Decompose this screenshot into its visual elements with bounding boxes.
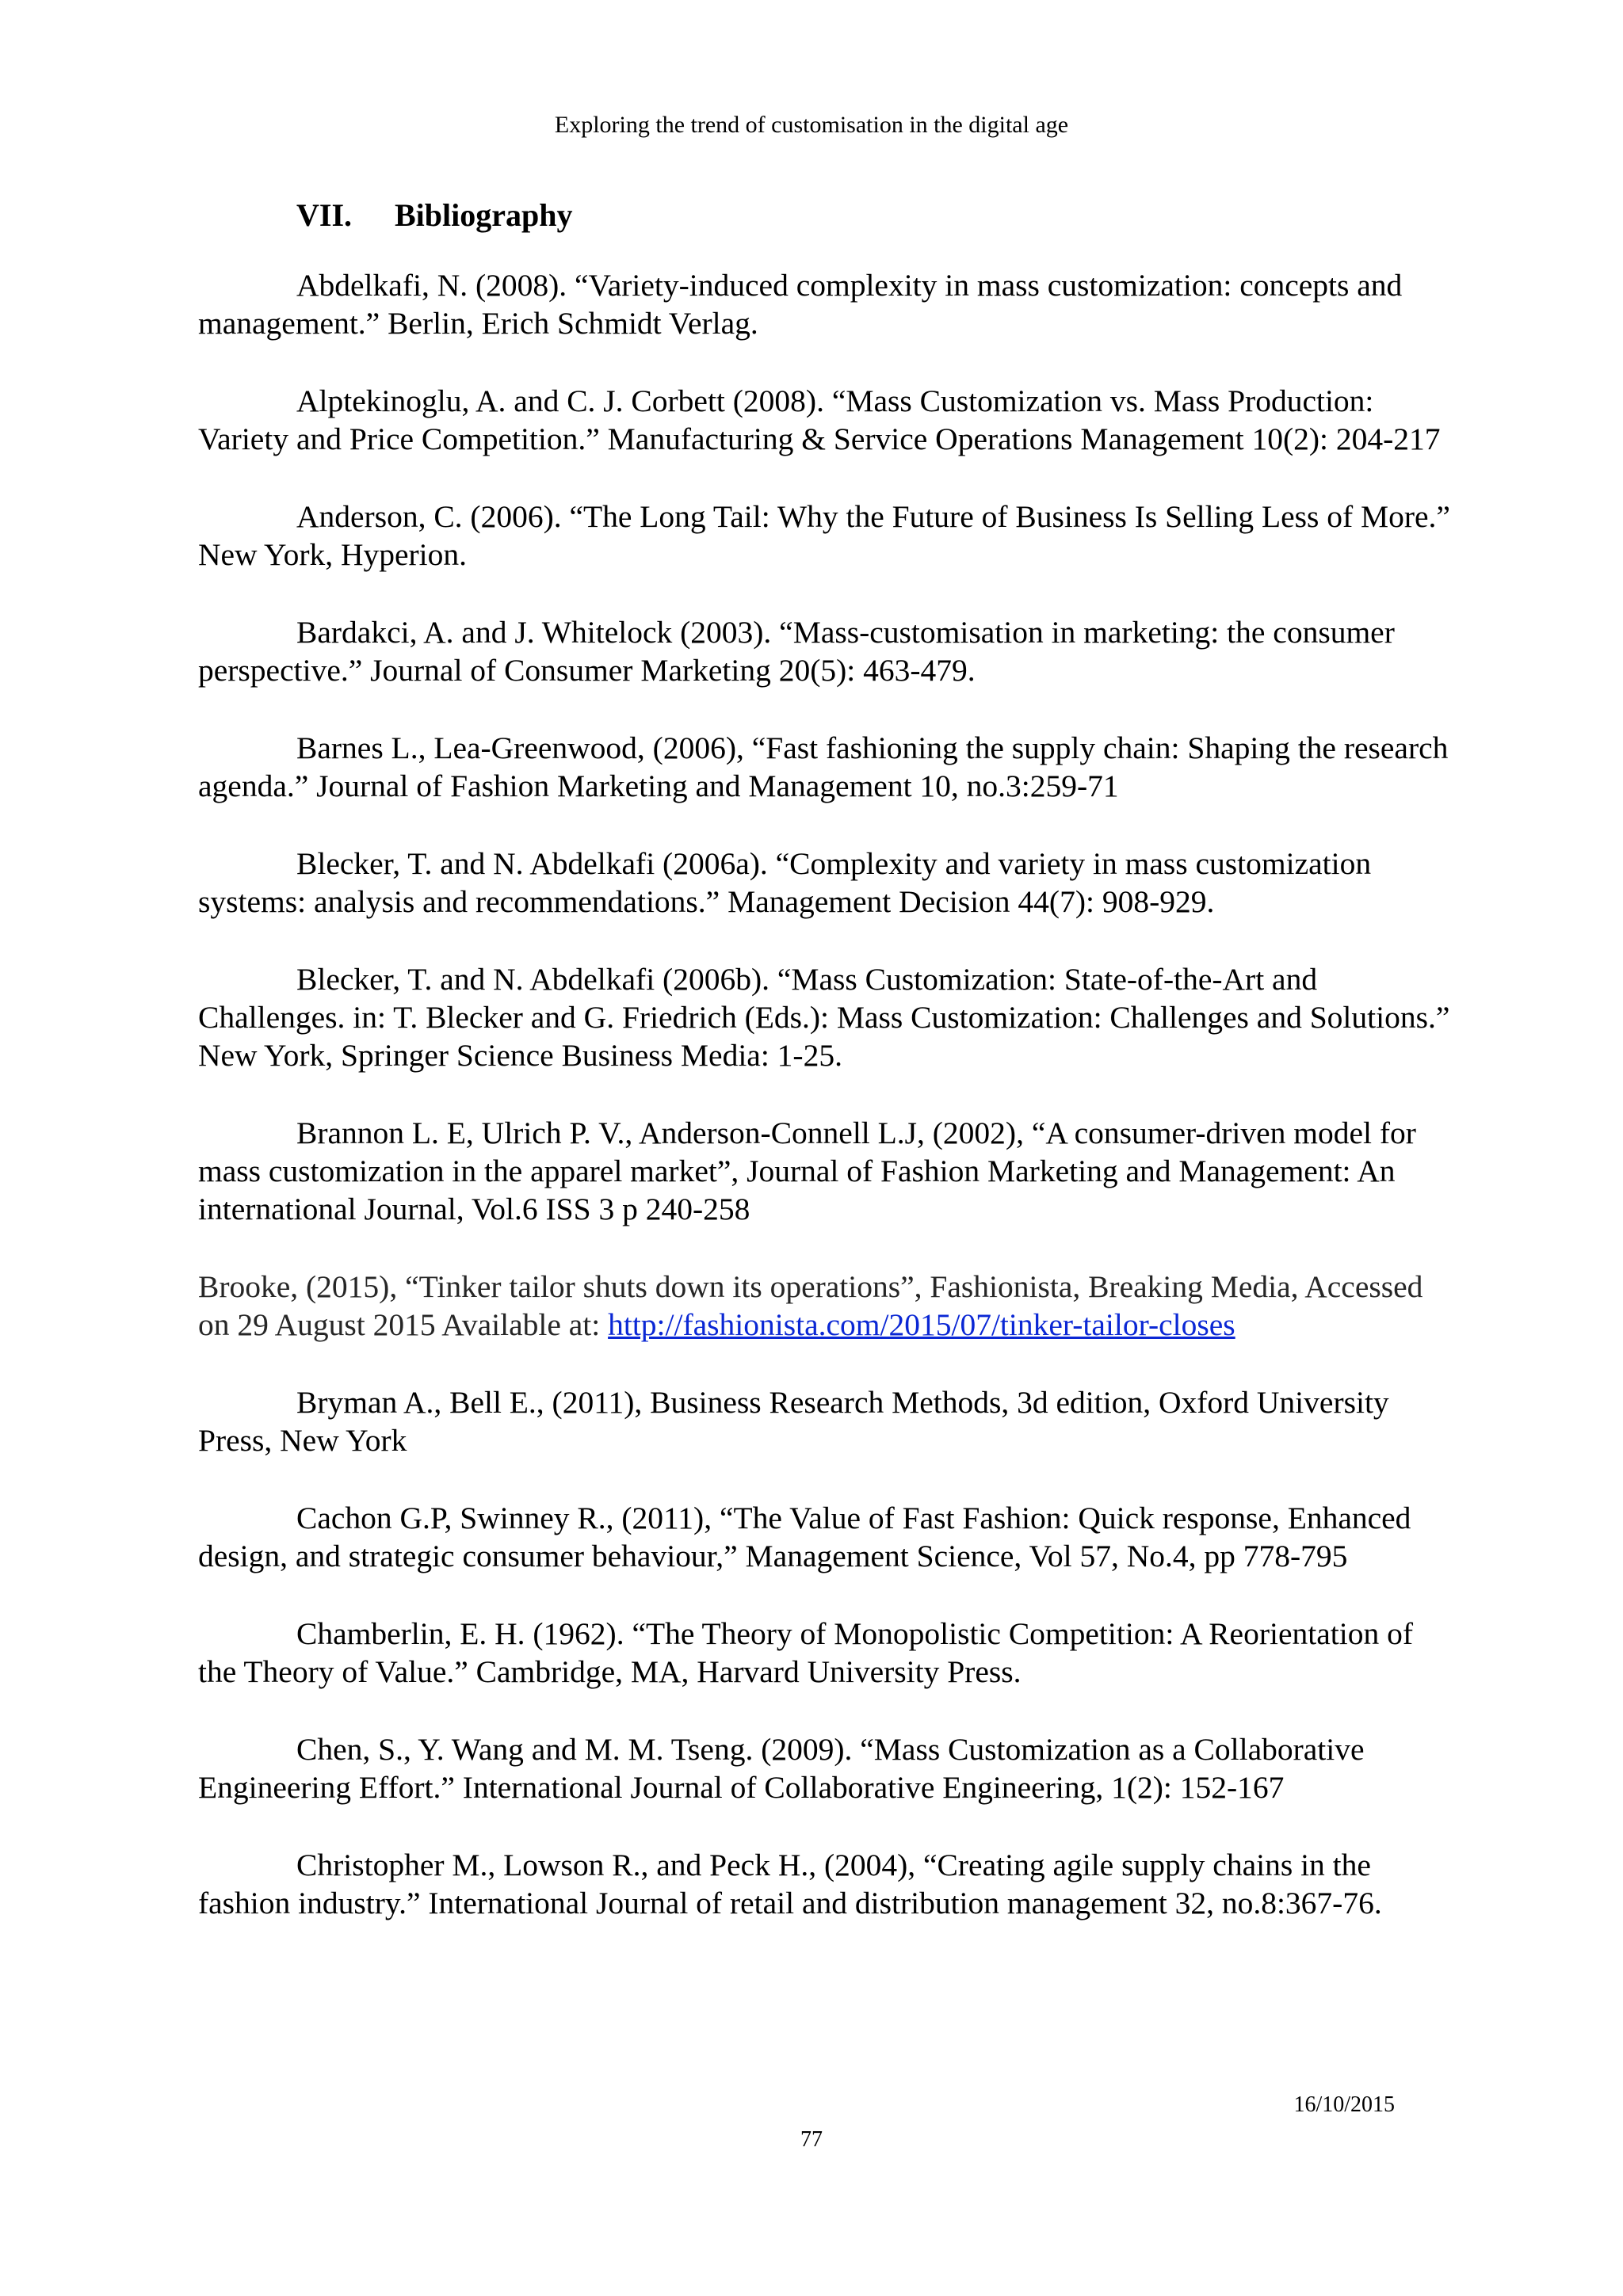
bibliography-entry: Alptekinoglu, A. and C. J. Corbett (2008). “Mass Customization vs. Mass Production: Variety and Price Competition.” Manufacturing & Service Operations Management 10(2): 204-217 (198, 383, 1441, 456)
bibliography-entry: Cachon G.P, Swinney R., (2011), “The Value of Fast Fashion: Quick response, Enhanced design, and strategic consumer behaviour,” Management Science, Vol 57, No.4, pp 778-795 (198, 1501, 1411, 1573)
bibliography-entry: Bardakci, A. and J. Whitelock (2003). “Mass-customisation in marketing: the consumer perspective.” Journal of Consumer Marketing 20(5): 463-479. (198, 615, 1395, 688)
section-heading (296, 196, 573, 235)
bibliography-entry-text: Brooke, (2015), “Tinker tailor shuts down its operations”, Fashionista, Breaking Media, Accessed on 29 August 2015 Available at: (198, 1269, 1423, 1342)
bibliography-entry: Blecker, T. and N. Abdelkafi (2006a). “Complexity and variety in mass customization systems: analysis and recommendations.” Management Decision 44(7): 908-929. (198, 846, 1372, 919)
bibliography-entry: Blecker, T. and N. Abdelkafi (2006b). “Mass Customization: State-of-the-Art and Challenges. in: T. Blecker and G. Friedrich (Eds.): Mass Customization: Challenges and Solutions.” New York, Springer Science Business Media: 1-25. (198, 962, 1450, 1073)
bibliography-entry: Barnes L., Lea-Greenwood, (2006), “Fast fashioning the supply chain: Shaping the research agenda.” Journal of Fashion Marketing and Management 10, no.3:259-71 (198, 730, 1449, 803)
bibliography-entry: Brannon L. E, Ulrich P. V., Anderson-Connell L.J, (2002), “A consumer-driven model for mass customization in the apparel market”, Journal of Fashion Marketing and Management: An international Journal, Vol.6 ISS 3 p 240-258 (198, 1116, 1416, 1226)
running-header: Exploring the trend of customisation in the digital age (554, 112, 1069, 138)
bibliography-entry: Christopher M., Lowson R., and Peck H., (2004), “Creating agile supply chains in the fashion industry.” International Journal of retail and distribution management 32, no.8:367-76. (198, 1848, 1382, 1920)
bibliography-entry-with-link (198, 1268, 1450, 1344)
bibliography-entry: Chamberlin, E. H. (1962). “The Theory of Monopolistic Competition: A Reorientation of the Theory of Value.” Cambridge, MA, Harvard University Press. (198, 1616, 1413, 1689)
section-number: VII. (296, 197, 353, 233)
page-number: 77 (800, 2127, 823, 2152)
section-title: Bibliography (395, 197, 573, 233)
fashionista-link[interactable]: http://fashionista.com/2015/07/tinker-tailor-closes (608, 1307, 1235, 1342)
bibliography-entry: Chen, S., Y. Wang and M. M. Tseng. (2009). “Mass Customization as a Collaborative Engineering Effort.” International Journal of Collaborative Engineering, 1(2): 152-167 (198, 1732, 1365, 1805)
footer-date: 16/10/2015 (1293, 2092, 1395, 2117)
bibliography-entry: Bryman A., Bell E., (2011), Business Research Methods, 3d edition, Oxford University Press, New York (198, 1385, 1389, 1458)
bibliography-list (198, 266, 1450, 1962)
bibliography-entry: Anderson, C. (2006). “The Long Tail: Why the Future of Business Is Selling Less of More.” New York, Hyperion. (198, 499, 1450, 572)
bibliography-entry: Abdelkafi, N. (2008). “Variety-induced complexity in mass customization: concepts and management.” Berlin, Erich Schmidt Verlag. (198, 268, 1403, 341)
